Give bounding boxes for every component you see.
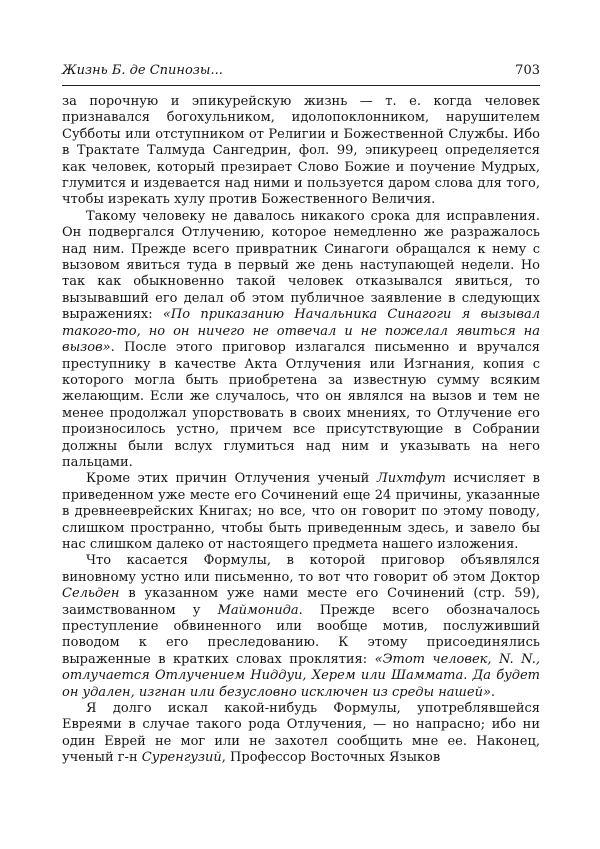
text-run: Такому человеку не давалось никакого срока для исправления. Он подвергался Отлучению, которое немедленно же разражалось над ним. Прежде всего привратник Синагоги обращался к нему с вызовом явиться туда в первый же день наступающей недели. Но так как обыкновенно такой человек отказывался явиться, то вызывавший его делал об этом публичное заявление в следующих выражениях: <box>62 208 540 323</box>
italic-run: Суренгузий <box>141 750 222 766</box>
italic-run: Сельден <box>62 586 120 602</box>
text-run: . <box>490 684 496 700</box>
italic-run: Маймонида <box>217 602 299 618</box>
italic-run: Лихтфут <box>376 471 446 487</box>
text-run: Кроме этих причин Отлучения ученый <box>86 471 377 487</box>
italic-run: «Этот человек, N. N., отлучается Отлучением Ниддуи, Херем или Шаммата. Да будет он удален, изгнан или безусловно исключен из среды нашей» <box>62 651 540 700</box>
text-run: за порочную и эпикурейскую жизнь — т. е. когда человек признавался богохульником, идолопоклонником, нарушителем Субботы или отступником от Религии и Божественной Службы. Ибо в Трактате Талмуда Сангедрин, фол. 99, эпикуреец определяется как человек, который презирает Слово Божие и поучение Мудрых, глумится и издевается над ними и пользуется даром слова для того, чтобы изрекать хулу против Божественного Величия. <box>62 94 540 208</box>
text-run: исчисляет в приведенном уже месте его Сочинений еще 24 причины, указанные в древнееврейских Книгах; но все, что он говорит по этому поводу, слишком пространно, чтобы быть приведенным здесь, и завело бы нас слишком далеко от настоящего предмета нашего изложения. <box>62 471 540 552</box>
text-run: . После этого приговор излагался письменно и вручался преступнику в качестве Акта Отлучения или Изгнания, копия с которого могла быть приобретена за известную сумму всяким желающим. Если же случалось, что он являлся на вызов и тем не менее продолжал упорствовать в своих мнениях, то Отлучение его произносилось устно, причем все присутствующие в Собрании должны были вслух глумиться над ним и указывать на него пальцами. <box>62 340 540 470</box>
running-title: Жизнь Б. де Спинозы... <box>62 63 223 78</box>
body-text <box>62 94 540 767</box>
italic-run: «По приказанию Начальника Синагоги я вызывал такого-то, но он ничего не отвечал и не пожелал явиться на вызов» <box>62 307 540 356</box>
header-rule <box>62 85 540 86</box>
paragraph <box>62 94 540 209</box>
paragraph <box>62 553 540 701</box>
text-run: . Прежде всего обозначалось преступление обвиненного или вообще мотив, послуживший поводом к его преследованию. К этому присоединялись выраженные в кратких словах проклятия: <box>62 602 540 667</box>
paragraph <box>62 471 540 553</box>
text-run: Что касается Формулы, в которой приговор объявлялся виновному устно или письменно, то вот что говорит об этом Доктор <box>62 553 540 585</box>
running-header <box>62 62 540 79</box>
text-run: в указанном уже нами месте его Сочинений (стр. 59), заимствованном у <box>62 586 540 618</box>
page-number: 703 <box>515 63 540 78</box>
text-run: , Профессор Восточных Языков <box>221 750 441 766</box>
text-run: Я долго искал какой-нибудь Формулы, употреблявшейся Евреями в случае такого рода Отлучения, — но напрасно; ибо ни один Еврей не мог или не захотел сообщить мне ее. Наконец, ученый г-н <box>62 701 540 766</box>
paragraph <box>62 701 540 767</box>
paragraph <box>62 209 540 472</box>
